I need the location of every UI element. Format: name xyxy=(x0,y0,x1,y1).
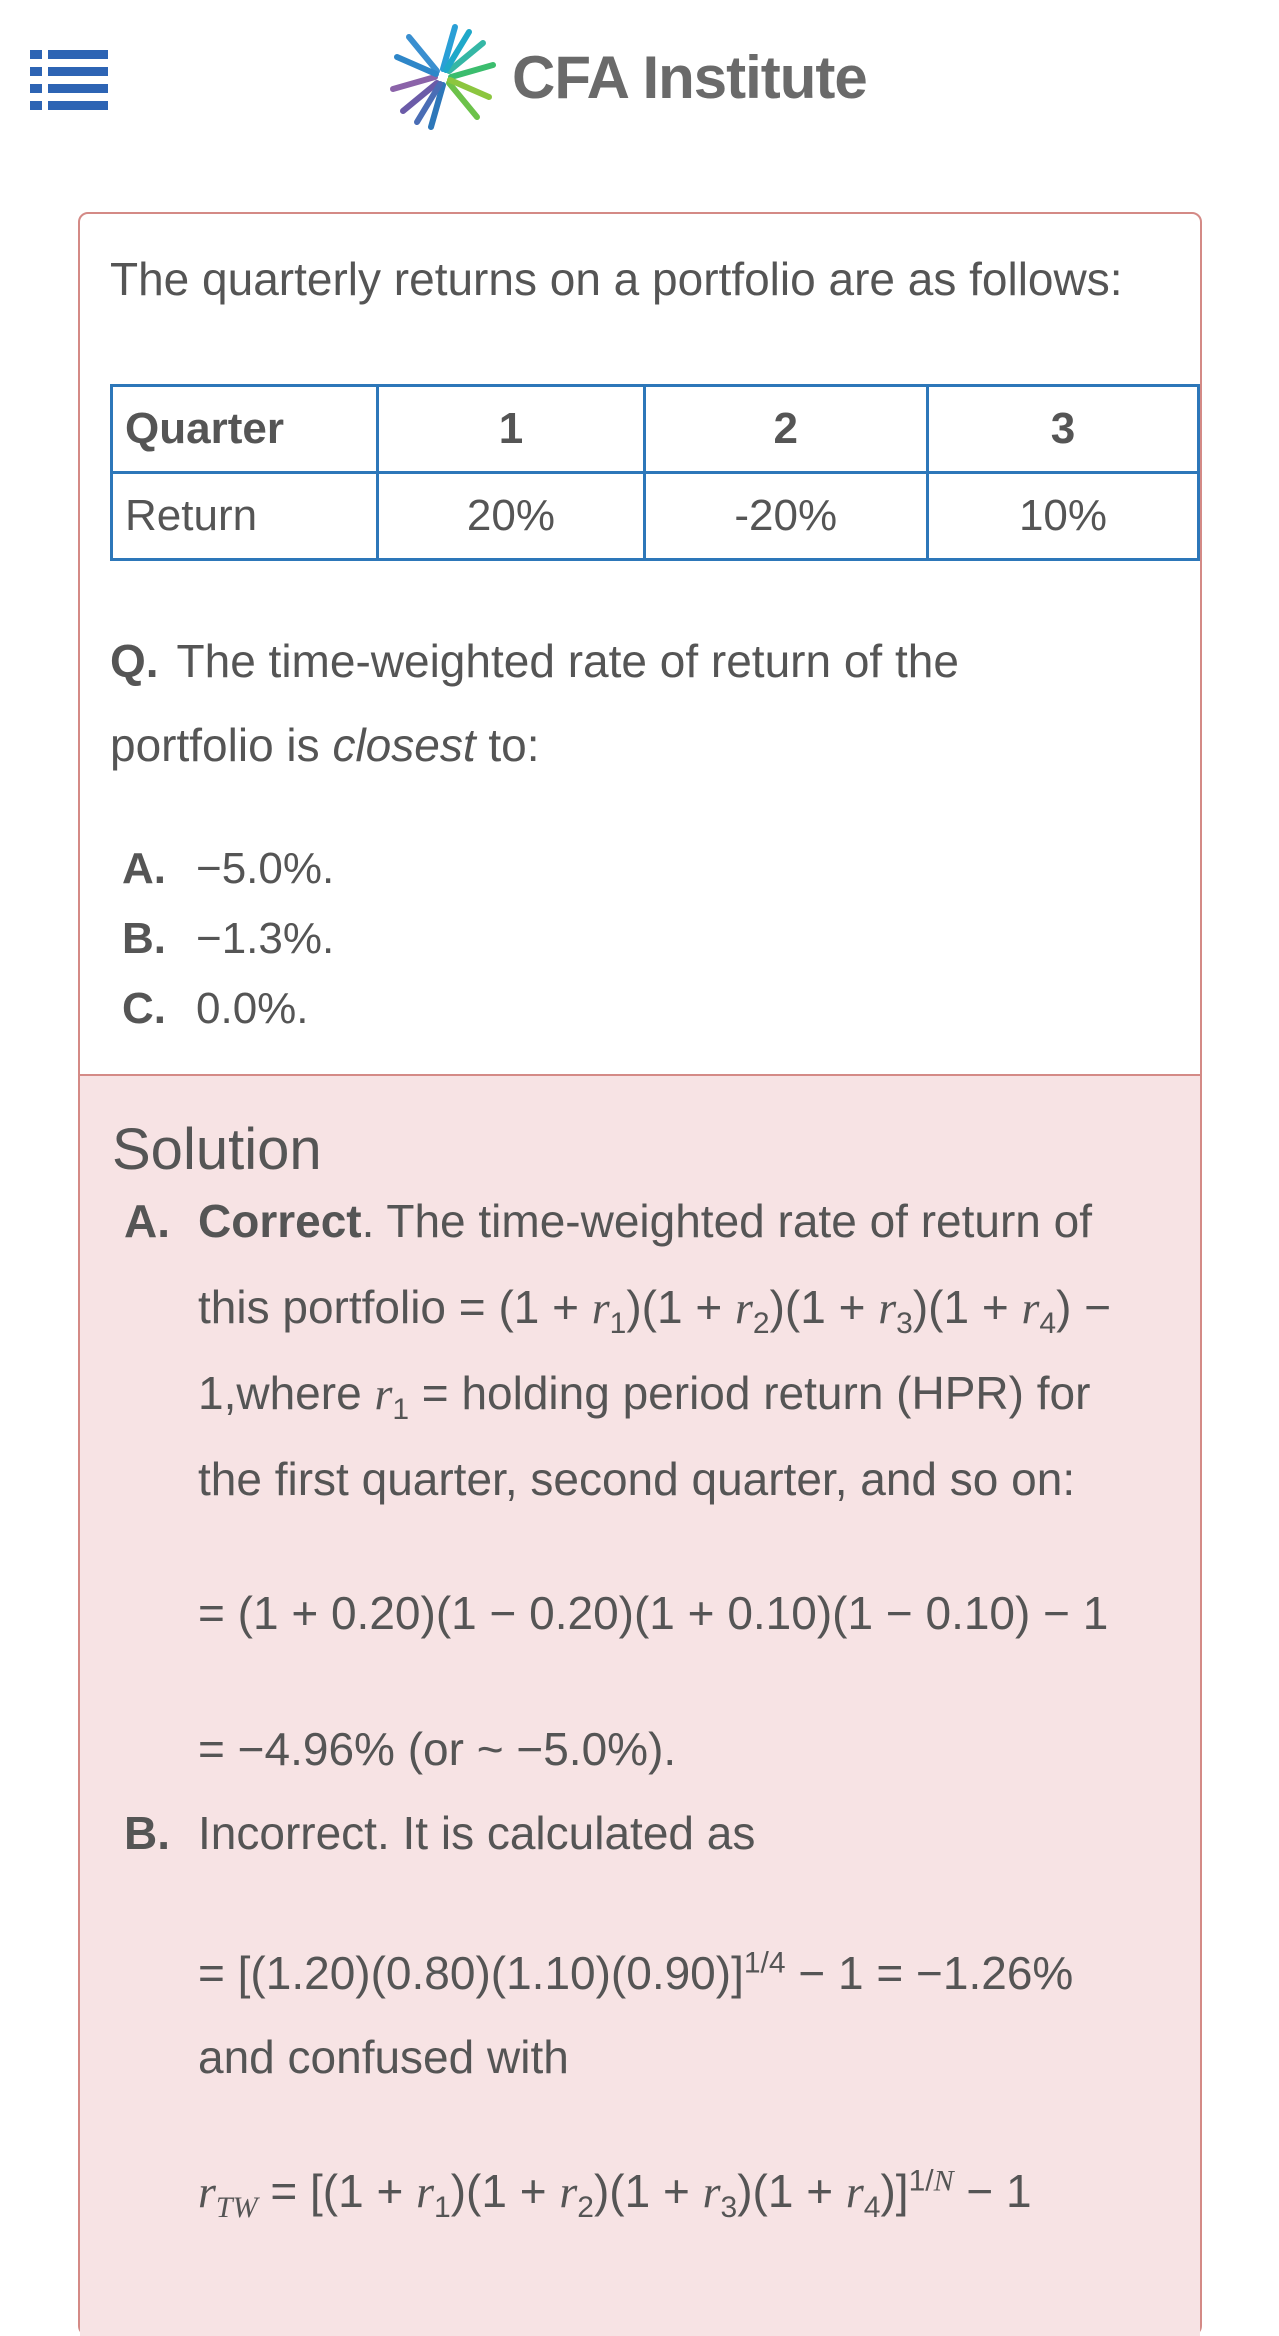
table-header-cell: Quarter xyxy=(112,386,378,473)
option-text: 0.0%. xyxy=(196,984,309,1033)
table-row xyxy=(112,473,1199,560)
returns-table xyxy=(110,384,1200,561)
table-cell: 20% xyxy=(378,473,644,560)
option-b[interactable] xyxy=(122,904,334,974)
solution-title: Solution xyxy=(112,1117,322,1182)
correct-label: Correct xyxy=(198,1195,362,1247)
option-letter: B. xyxy=(122,914,166,963)
solution-b-formula: $r_{TW} = [(1 + r_1)(1 + r_2)(1 + r_3)(1 + r_4)]^{1/N} - 1$ xyxy=(198,2164,1032,2225)
solution-a-line-3: 1,where $r_1$ = holding period return (HPR) for xyxy=(198,1367,1091,1427)
table-header-cell: 1 xyxy=(378,386,644,473)
logo-text: CFA Institute xyxy=(512,43,867,111)
solution-a-line-2: this portfolio = $(1 + r_1)(1 + r_2)(1 + r_3)(1 + r_4)$ − xyxy=(198,1281,1112,1341)
cfa-pinwheel-icon xyxy=(388,22,498,132)
option-c[interactable] xyxy=(122,974,334,1044)
table-header-cell: 2 xyxy=(644,386,927,473)
table-cell: Return xyxy=(112,473,378,560)
question-intro: The quarterly returns on a portfolio are as follows: xyxy=(110,253,1123,305)
table-cell: -20% xyxy=(644,473,927,560)
solution-a-equation-1: = (1 + 0.20)(1 − 0.20)(1 + 0.10)(1 − 0.10) − 1 xyxy=(198,1587,1109,1639)
table-cell: 10% xyxy=(927,473,1198,560)
table-header-row xyxy=(112,386,1199,473)
option-text: −1.3%. xyxy=(196,914,335,963)
app-header xyxy=(0,0,1279,160)
question-prefix: Q. xyxy=(110,635,159,687)
cfa-logo[interactable] xyxy=(388,22,867,132)
solution-b-equation: = $[(1.20)(0.80)(1.10)(0.90)]^{1/4} - 1 = -1.26\%$ xyxy=(198,1946,1074,1999)
option-text: −5.0%. xyxy=(196,844,335,893)
question-text xyxy=(110,619,1110,787)
solution-a-line-1 xyxy=(198,1194,1092,1248)
question-emphasis: closest xyxy=(332,719,476,771)
solution-panel xyxy=(80,1074,1200,2336)
menu-icon[interactable] xyxy=(30,48,108,112)
option-a[interactable] xyxy=(122,834,334,904)
solution-b-letter: B. xyxy=(124,1807,170,1859)
question-suffix: to: xyxy=(488,719,540,771)
question-card xyxy=(78,212,1202,2336)
solution-a-line-4: the first quarter, second quarter, and so on: xyxy=(198,1453,1076,1505)
question-body: The time-weighted rate of return of the portfolio is xyxy=(110,635,959,771)
solution-a-line-1-rest: . The time-weighted rate of return of xyxy=(361,1195,1093,1247)
solution-a-equation-2: = −4.96% (or ~ −5.0%). xyxy=(198,1723,677,1775)
answer-options xyxy=(122,834,334,1044)
solution-a-letter: A. xyxy=(124,1195,170,1247)
table-header-cell: 3 xyxy=(927,386,1198,473)
option-letter: C. xyxy=(122,984,166,1033)
option-letter: A. xyxy=(122,844,166,893)
solution-b-line-3: and confused with xyxy=(198,2031,569,2083)
solution-b-line-1: Incorrect. It is calculated as xyxy=(198,1807,756,1859)
